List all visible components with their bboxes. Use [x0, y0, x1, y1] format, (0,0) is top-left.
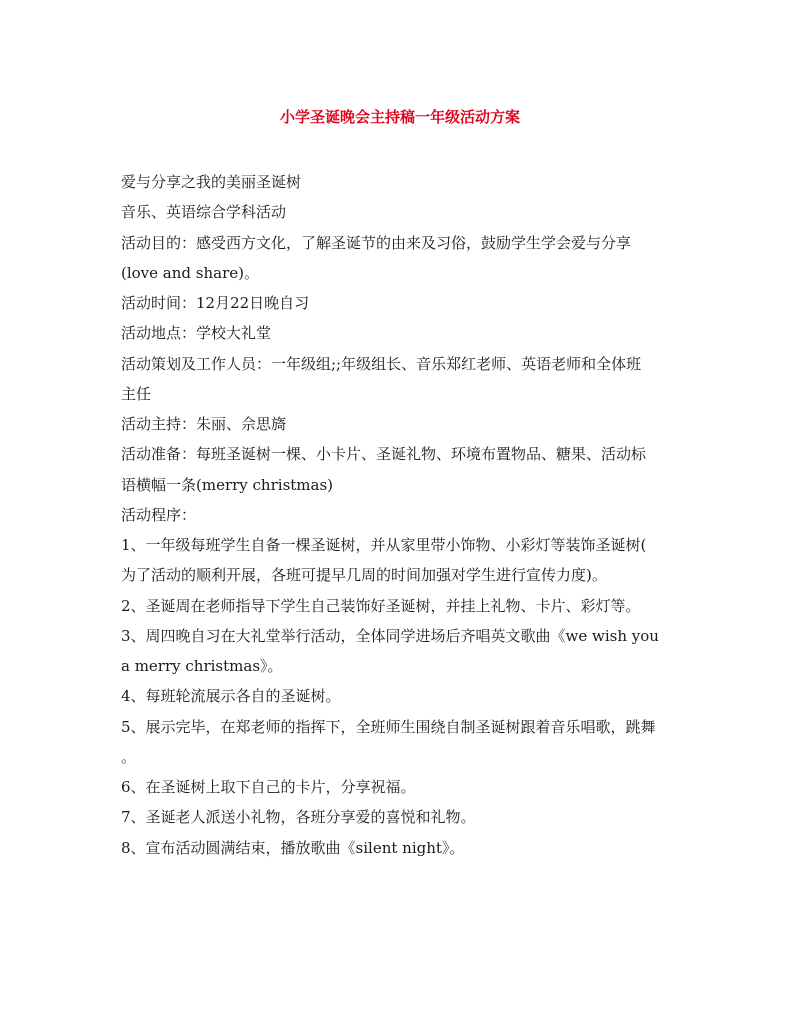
text-line: 8、宣布活动圆满结束，播放歌曲《silent night》。: [121, 839, 465, 857]
text-line: 活动时间：12月22日晚自习: [121, 294, 310, 312]
text-line: 3、周四晚自习在大礼堂举行活动，全体同学进场后齐唱英文歌曲《we wish you: [121, 627, 659, 645]
text-line: 5、展示完毕，在郑老师的指挥下，全班师生围绕自制圣诞树跟着音乐唱歌，跳舞: [121, 718, 656, 736]
text-line: a merry christmas》。: [121, 657, 283, 675]
text-line: 4、每班轮流展示各自的圣诞树。: [121, 687, 341, 705]
text-line: 音乐、英语综合学科活动: [121, 203, 287, 221]
text-line: 。: [121, 748, 137, 766]
text-line: 语横幅一条(merry christmas): [121, 476, 334, 494]
text-line: 活动准备：每班圣诞树一棵、小卡片、圣诞礼物、环境布置物品、糖果、活动标: [121, 445, 647, 463]
text-line: 爱与分享之我的美丽圣诞树: [121, 173, 302, 191]
text-line: 1、一年级每班学生自备一棵圣诞树，并从家里带小饰物、小彩灯等装饰圣诞树(: [121, 536, 647, 554]
text-line: 为了活动的顺利开展，各班可提早几周的时间加强对学生进行宣传力度)。: [121, 566, 607, 584]
text-line: 活动策划及工作人员：一年级组;;年级组长、音乐郑红老师、英语老师和全体班: [121, 355, 642, 373]
text-line: (love and share)。: [121, 264, 259, 282]
text-line: 活动目的：感受西方文化，了解圣诞节的由来及习俗，鼓励学生学会爱与分享: [121, 234, 632, 252]
text-line: 7、圣诞老人派送小礼物，各班分享爱的喜悦和礼物。: [121, 808, 476, 826]
document-title: 小学圣诞晚会主持稿一年级活动方案: [279, 108, 520, 126]
text-line: 6、在圣诞树上取下自己的卡片，分享祝福。: [121, 778, 416, 796]
text-line: 活动地点：学校大礼堂: [121, 324, 272, 342]
text-line: 主任: [121, 385, 152, 403]
text-line: 活动程序：: [121, 506, 197, 524]
text-line: 2、圣诞周在老师指导下学生自己装饰好圣诞树，并挂上礼物、卡片、彩灯等。: [121, 597, 641, 615]
text-line: 活动主持：朱丽、佘思旖: [121, 415, 287, 433]
